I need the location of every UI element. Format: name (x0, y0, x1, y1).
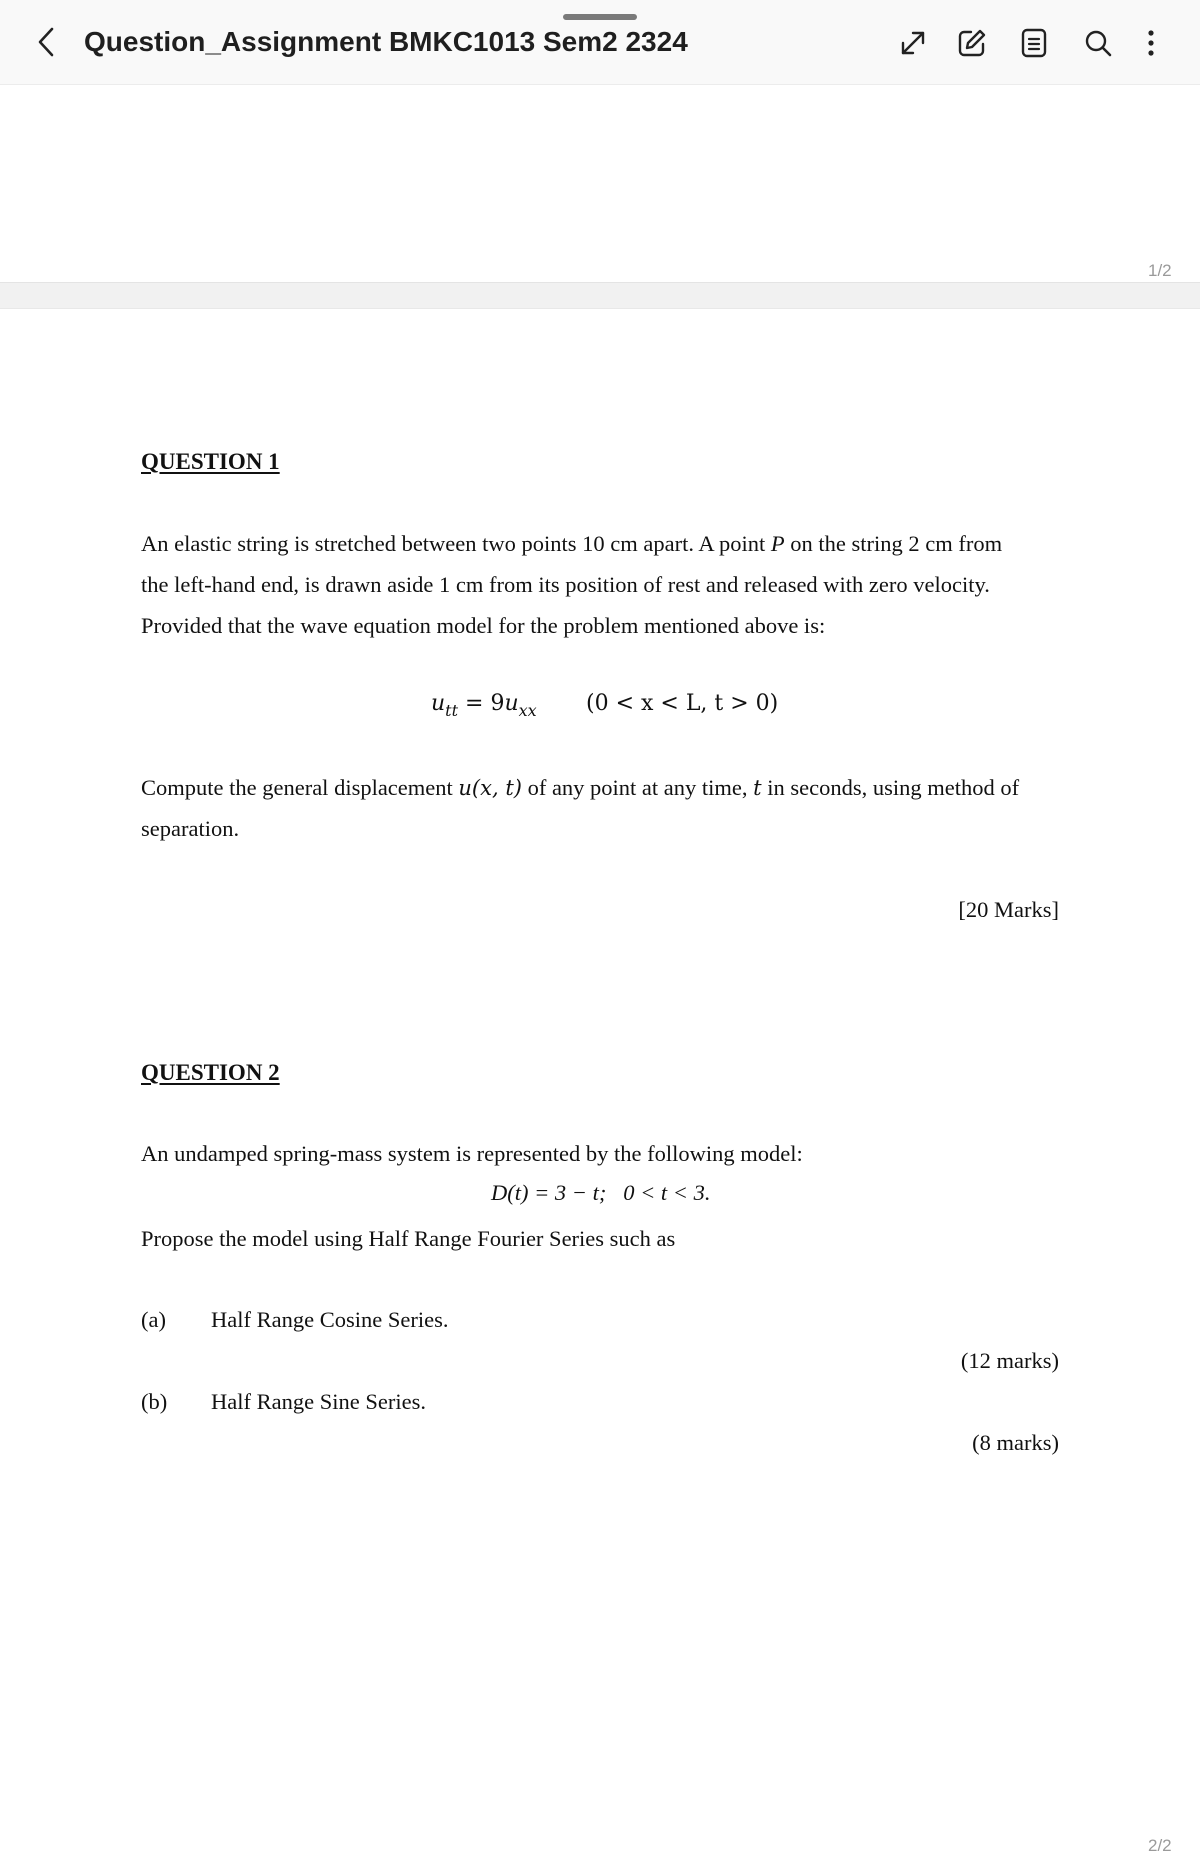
eq-sub-tt: tt (445, 701, 459, 720)
q2-item-b-marks: (8 marks) (972, 1430, 1059, 1455)
q1-marks: [20 Marks] (958, 897, 1059, 922)
q1-line-2: the left-hand end, is drawn aside 1 cm from its position of rest and released with zero velocity. (141, 572, 990, 597)
edit-icon (956, 27, 988, 59)
wave-equation-condition: (0 < x < L, t > 0) (586, 691, 779, 716)
eq-u-rhs: u (504, 691, 519, 716)
document-icon (1020, 27, 1048, 59)
document-title: Question_Assignment BMKC1013 Sem2 2324 (84, 26, 688, 57)
document-view-button[interactable] (1011, 20, 1057, 66)
page-2 (0, 309, 1200, 1861)
q2-propose: Propose the model using Half Range Fourier Series such as (141, 1226, 676, 1251)
app-header (0, 0, 1200, 85)
page-number-1-text: 1/2 (1148, 261, 1172, 280)
q2-model-lhs: D(t) = 3 − t; (491, 1180, 607, 1205)
q1-line-3: Provided that the wave equation model for the problem mentioned above is: (141, 613, 826, 638)
question-2-heading: QUESTION 2 (141, 1060, 280, 1085)
q2-item-a-label: (a) (141, 1307, 166, 1332)
page-number-2: 2/2 (1148, 1836, 1172, 1855)
q1-compute-post: in seconds, using method of (761, 775, 1020, 800)
more-options-button[interactable] (1128, 20, 1174, 66)
q2-item-b-label: (b) (141, 1389, 168, 1414)
edit-button[interactable] (949, 20, 995, 66)
q2-model-range: 0 < t < 3. (623, 1180, 711, 1205)
eq-equals: = 9 (458, 691, 505, 716)
q2-item-b-text: Half Range Sine Series. (211, 1389, 426, 1414)
drag-handle[interactable] (563, 14, 637, 20)
q2-item-a-text: Half Range Cosine Series. (211, 1307, 449, 1332)
q1-compute-line-1 (141, 775, 1019, 801)
q1-var-t: t (753, 776, 762, 800)
search-icon (1083, 28, 1113, 58)
eq-u-lhs: u (431, 691, 446, 716)
q1-line-1 (141, 531, 1002, 557)
q2-item-a-marks: (12 marks) (960, 1348, 1059, 1373)
page-number-1 (1148, 261, 1172, 281)
q1-compute-mid: of any point at any time, (521, 775, 754, 800)
q1-compute-line-2: separation. (141, 816, 240, 841)
q1-var-p: P (770, 531, 785, 556)
q1-func-u: u(x, t) (458, 776, 522, 800)
q2-intro: An undamped spring-mass system is represented by the following model: (141, 1141, 803, 1166)
q2-model-equation (491, 1180, 710, 1206)
expand-button[interactable] (890, 20, 936, 66)
back-chevron-icon (35, 25, 57, 59)
eq-sub-xx: xx (518, 701, 537, 720)
wave-equation (431, 691, 537, 720)
q1-line-1-post: on the string 2 cm from (784, 531, 1003, 556)
more-vertical-icon (1146, 28, 1156, 58)
page-separator (0, 282, 1200, 309)
question-1-heading: QUESTION 1 (141, 449, 280, 474)
page-1-bottom (0, 86, 1200, 282)
q1-compute-pre: Compute the general displacement (141, 775, 459, 800)
search-button[interactable] (1075, 20, 1121, 66)
expand-icon (898, 28, 928, 58)
back-button[interactable] (28, 20, 64, 64)
q1-line-1-pre: An elastic string is stretched between two points 10 cm apart. A point (141, 531, 771, 556)
